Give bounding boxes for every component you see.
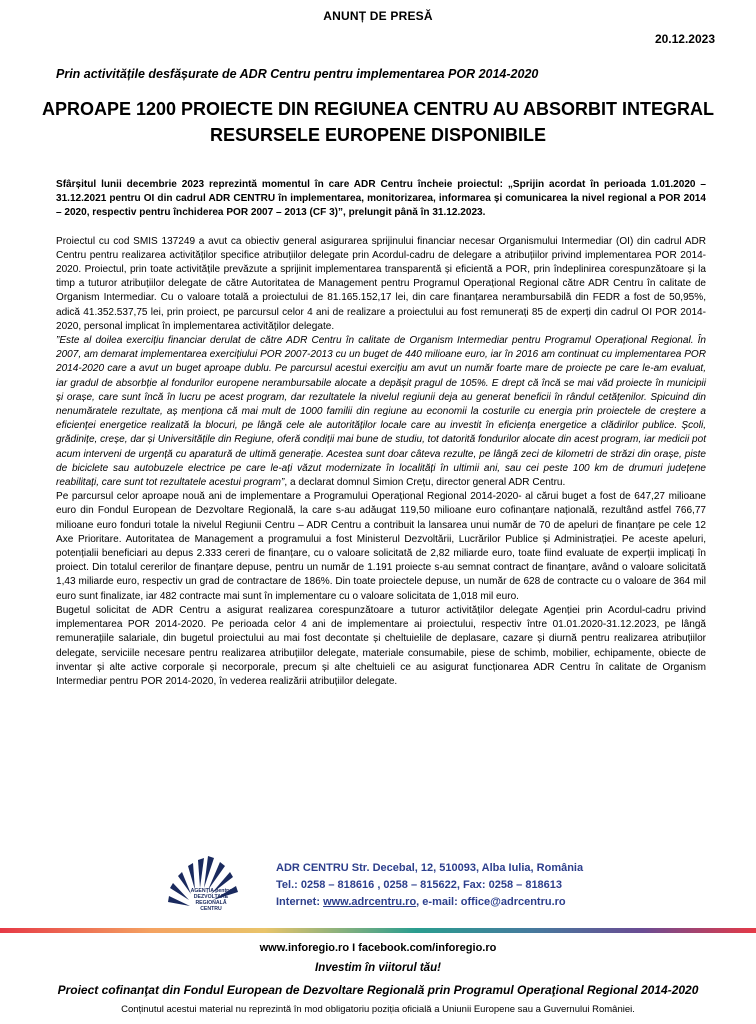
internet-label: Internet: [276,896,324,908]
disclaimer: Conținutul acestui material nu reprezintă în mod obligatoriu poziția oficială a Uniunii Europene sau a Guvernului României. [121,1004,635,1015]
lead-paragraph: Sfârșitul lunii decembrie 2023 reprezintă momentul în care ADR Centru încheie proiectul: „Sprijin acordat în perioada 1.01.2020 – 31.12.2021 pentru OI din cadrul ADR CENTRU în implementarea, monitorizarea, informarea și comunicarea la nivel regional a POR 2014 – 2020, respectiv pentru închiderea POR 2007 – 2013 (CF 3)”, prelungit până în 31.12.2023. [56,179,706,219]
org-name: ADR CENTRU [276,862,349,874]
color-stripe-divider [0,928,756,933]
release-date: 20.12.2023 [654,32,715,46]
address: Str. Decebal, 12, 510093, Alba Iulia, România [351,862,584,874]
quote-attribution: , a declarat domnul Simion Crețu, director general ADR Centru. [284,477,566,489]
contact-block [276,860,583,911]
headline: APROAPE 1200 PROIECTE DIN REGIUNEA CENTRU AU ABSORBIT INTEGRAL RESURSELE EUROPENE DISPONIBILE [41,99,715,145]
cofinancing-note: Proiect cofinanţat din Fondul European de Dezvoltare Regională prin Programul Operaţional Regional 2014-2020 [57,983,699,997]
contact-phone: Tel.: 0258 – 818616 , 0258 – 815622, Fax: 0258 – 818613 [276,879,563,891]
paragraph-budget: Bugetul solicitat de ADR Centru a asigurat realizarea corespunzătoare a tuturor activităților delegate Agenției prin Acordul-cadru privind implementarea POR 2014-2020. Pe perioada celor 4 ani de implementare ai proiectului, respectiv între 01.01.2020-31.12.2023, pe lângă remunerațiile salariale, din bugetul proiectului au mai fost decontate și cheltuielile de deplasare, cazare și diurnă pentru realizarea atribuțiilor delegate, serviciile necesare pentru realizarea atribuțiilor delegate, materiale consumabile, piese de schimb, mobilier, echipamente, obiecte de inventar și alte active corporale și necorporale, precum și alte cheltuieli ce au asigurat funcționarea ADR Centru în calitate de Organism Intermediar pentru POR 2014-2020, în vederea realizării atribuțiilor delegate. [56,604,706,687]
adr-centru-logo [160,848,256,924]
subtitle: Prin activitățile desfășurate de ADR Centru pentru implementarea POR 2014-2020 [56,67,539,81]
contact-address-line [276,860,583,877]
slogan: Investim în viitorul tău! [315,962,441,974]
paragraph-quote [56,334,706,490]
email: , e-mail: office@adrcentru.ro [416,896,566,908]
paragraph-program: Pe parcursul celor aproape nouă ani de implementare a Programului Operațional Regional 2014-2020- al cărui buget a fost de 647,27 milioane euro din Fondul European de Dezvoltare Regională, la care s-au adăugat 119,50 milioane euro cofinanțare națională, rezultând astfel 766,77 milioane euro fonduri totale la nivelul Regiunii Centru – ADR Centru a contribuit la lansarea unui număr de 70 de apeluri de finanțare pe cele 12 Axe Prioritare. Autoritatea de Management a programului a fost Ministerul Dezvoltării, Lucrărilor Publice și Administrației. Pe aceste apeluri, potențialii beneficiari au depus 2.333 cereri de finanțare, cu o valoare solicitată de 2,82 miliarde euro, toate fiind evaluate de experții implicați în proiect. Din totalul cererilor de finanțare depuse, pentru un număr de 1.191 proiecte s-au semnat contract de finanțare, având o valoare solicitată 1,43 miliarde euro, respectiv un grad de contractare de 186%. Din toate proiectele depuse, un număr de 628 de contracte cu o valoare de 364 mil euro sunt finalizate, iar 482 contracte mai sunt în implementare cu o valoare solicitata de 1,018 mil euro. [56,491,706,602]
article-body [56,178,706,689]
document-type-title: ANUNȚ DE PRESĂ [323,9,433,23]
paragraph-project: Proiectul cu cod SMIS 137249 a avut ca obiectiv general asigurarea sprijinului financiar necesar Organismului Intermediar (OI) din cadrul ADR Centru pentru realizarea activităților specifice atribuțiilor delegate prin Acordul-cadru de delegare a atribuțiilor privind implementarea POR 2014-2020. Proiectul, prin toate activitățile prevăzute a sprijinit implementarea transparentă și eficientă a POR, prin îndeplinirea corespunzătoare și la timp a tuturor atribuțiilor delegate de către Autoritatea de Management pentru Programul Operațional Regional către ADR Centru în calitate de Organism Intermediar. Cu o valoare totală a proiectului de 81.165.152,17 lei, din care finanțarea nerambursabilă din FEDR a fost de 50,95%, adică 41.352.537,75 lei, prin proiect, pe parcursul celor 4 ani de realizare a proiectului au fost remunerați 85 de experți din cadrul OI POR 2014-2020, personal implicat în implementarea activităților delegate. [56,235,706,332]
contact-web-line [276,894,583,911]
quote-text: ”Este al doilea exercițiu financiar derulat de către ADR Centru în calitate de Organism Intermediar pentru Programul Operațional Regional. În 2007, am demarat implementarea exercițiului POR 2007-2013 cu un buget de 440 milioane euro, iar în 2016 am continuat cu implementarea POR 2014-2020 care a avut un buget aproape dublu. Pe parcursul acestui exercițiu am avut un număr foarte mare de proiecte pe care le-am evaluat, iar gradul de absorbție al fondurilor europene nerambursabile alocate a depășit pragul de 105%. E drept că încă se mai văd proiecte în municipii și orașe, care sunt încă în lucru pe acest program, dar rezultatele la nivelul regiunii deja au generat beneficii în rândul cetățenilor. Spicuind din nenumăratele rezultate, aș menționa că mai mult de 1000 familii din regiune au economii la costurile cu energia prin proiectele de creștere a eficienței energetice realizată la blocuri, pe lângă cele ale autorităților locale care au investit în eficiența energetice a clădirilor publice. Școli, grădinițe, creșe, dar și Universitățile din Regiune, oferă condiții mai bune de studiu, tot datorită fondurilor alocate din acest program, iar medicii pot acum interveni de urgență cu aparatură de ultimă generație. Acestea sunt doar câteva rezulte, pe lângă zeci de kilometri de străzi din orașe, piste de biciclete sau autobuzele electrice pe care le-ați văzut modernizate în localități în ultimii ani, sau cei peste 100 km de drumuri județene reabilitați, care sunt tot rezultatele acestui program” [56,335,706,489]
logo-caption: AGENȚIA pentru DEZVOLTARE REGIONALĂ CENTRU [190,888,232,912]
inforegio-links[interactable]: www.inforegio.ro I facebook.com/inforegio.ro [259,942,497,954]
website-link[interactable]: www.adrcentru.ro [323,896,417,908]
